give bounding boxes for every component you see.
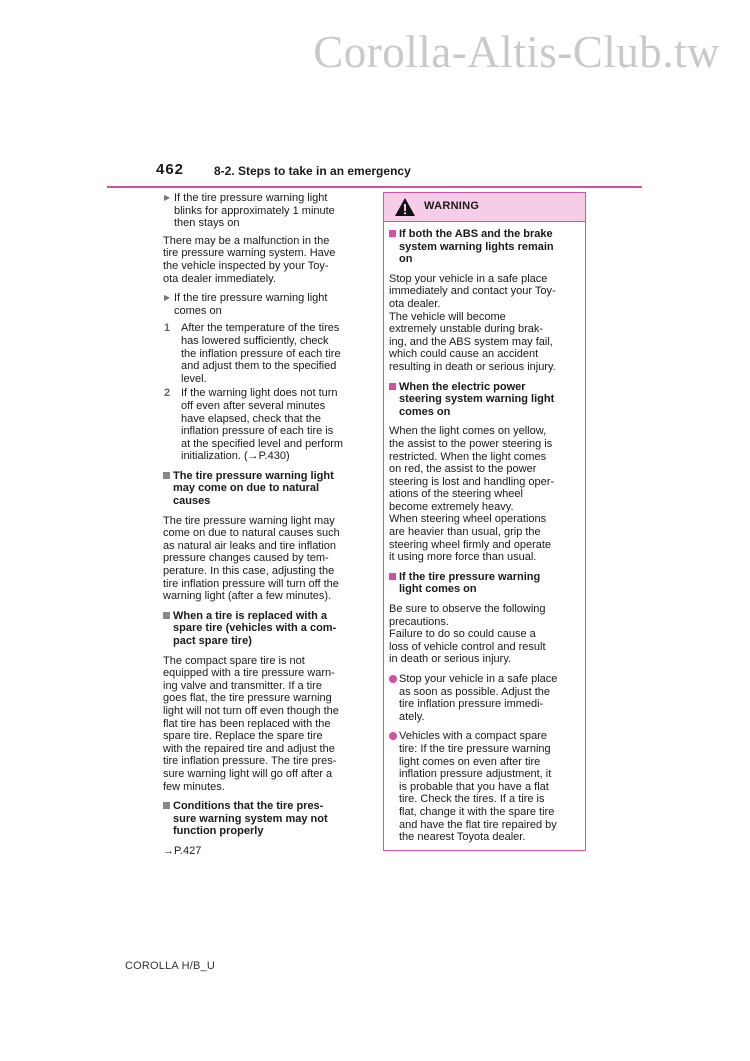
- square-bullet-icon: [163, 472, 170, 479]
- paragraph: When the light comes on yellow, the assist to the power steering is restricted. When the light comes on red, the assist to the power steering is lost and handling oper- ations of the steering wheel become extremely heavy. When steering wheel operations are heavier than usual, grip the steering wheel firmly and operate it using more force than usual.: [389, 425, 555, 564]
- step-1: [163, 322, 367, 385]
- footer-code: COROLLA H/B_U: [125, 960, 216, 972]
- list-item: [389, 673, 580, 723]
- step-number: 2: [164, 387, 171, 400]
- paragraph: Stop your vehicle in a safe place immediately and contact your Toy- ota dealer. The vehicle will become extremely unstable during brak- ing, and the ABS system may fail, which could cause an accident resulting in death or serious injury.: [389, 272, 556, 373]
- left-column: [163, 192, 367, 865]
- item-text: Vehicles with a compact spare tire: If the tire pressure warning light comes on even after tire inflation pressure adjustment, it is probable that you have a flat tire. Check the tires. If a tire is flat, change it with the spare tire and have the flat tire repaired by the nearest Toyota dealer.: [399, 730, 557, 844]
- square-bullet-icon: [389, 573, 396, 580]
- circle-bullet-icon: [389, 732, 397, 740]
- square-bullet-icon: [163, 612, 170, 619]
- square-bullet-icon: [389, 383, 396, 390]
- subheading: [389, 228, 580, 266]
- list-item: [389, 730, 580, 843]
- paragraph: There may be a malfunction in the tire pressure warning system. Have the vehicle inspected by your Toy- ota dealer immediately.: [163, 234, 336, 285]
- page-header: [107, 158, 642, 188]
- page-reference: →P.427: [163, 844, 202, 857]
- warning-label: WARNING: [424, 200, 480, 212]
- subheading: [163, 470, 367, 508]
- warning-body: [384, 222, 585, 850]
- warning-triangle-icon: [394, 197, 416, 217]
- paragraph: The tire pressure warning light may come on due to natural causes such as natural air leaks and tire inflation pressure changes caused by tem- perature. In this case, adjusting the tire inflation pressure will turn off the warning light (after a few minutes).: [163, 514, 340, 603]
- subheading-text: If both the ABS and the brake system warning lights remain on: [399, 228, 554, 266]
- item-text: If the tire pressure warning light blinks for approximately 1 minute then stays on: [174, 192, 335, 230]
- triangle-bullet-icon: ▶: [164, 193, 171, 202]
- step-number: 1: [164, 322, 171, 335]
- step-text: After the temperature of the tires has lowered sufficiently, check the inflation pressure of each tire and adjust them to the specified level.: [181, 322, 341, 385]
- watermark: Corolla-Altis-Club.tw: [313, 27, 720, 77]
- subheading-text: Conditions that the tire pres- sure warning system may not function properly: [173, 800, 328, 838]
- item-text: Stop your vehicle in a safe place as soon as possible. Adjust the tire inflation pressure immedi- ately.: [399, 673, 558, 723]
- list-item: [163, 192, 367, 230]
- step-text: If the warning light does not turn off even after several minutes have elapsed, check that the inflation pressure of each tire is at the specified level and perform initialization. (→P.430): [181, 387, 344, 463]
- list-item: [163, 292, 367, 317]
- subheading-text: If the tire pressure warning light comes on: [399, 570, 541, 596]
- warning-header: [384, 193, 585, 222]
- subheading-text: The tire pressure warning light may come on due to natural causes: [173, 469, 334, 508]
- circle-bullet-icon: [389, 675, 397, 683]
- subheading: [163, 800, 367, 838]
- warning-box: [383, 192, 586, 851]
- section-title: 8-2. Steps to take in an emergency: [214, 164, 411, 178]
- paragraph: The compact spare tire is not equipped with a tire pressure warn- ing valve and transmitter. If a tire goes flat, the tire pressure warning light will not turn off even though the flat tire has been replaced with the spare tire. Replace the spare tire with the repaired tire and adjust the tire inflation pressure. The tire pres- sure warning light will go off after a few minutes.: [163, 654, 339, 793]
- subheading: [389, 571, 580, 596]
- step-2: [163, 387, 367, 463]
- triangle-bullet-icon: ▶: [164, 293, 171, 303]
- subheading: [389, 381, 580, 419]
- paragraph: Be sure to observe the following precautions. Failure to do so could cause a loss of vehicle control and result in death or serious injury.: [389, 603, 546, 666]
- page-number: 462: [156, 161, 185, 178]
- item-text: If the tire pressure warning light comes on: [174, 292, 328, 317]
- subheading-text: When a tire is replaced with a spare tire (vehicles with a com- pact spare tire): [173, 609, 337, 647]
- square-bullet-icon: [389, 230, 396, 237]
- subheading: [163, 610, 367, 648]
- square-bullet-icon: [163, 802, 170, 809]
- subheading-text: When the electric power steering system warning light comes on: [399, 380, 555, 418]
